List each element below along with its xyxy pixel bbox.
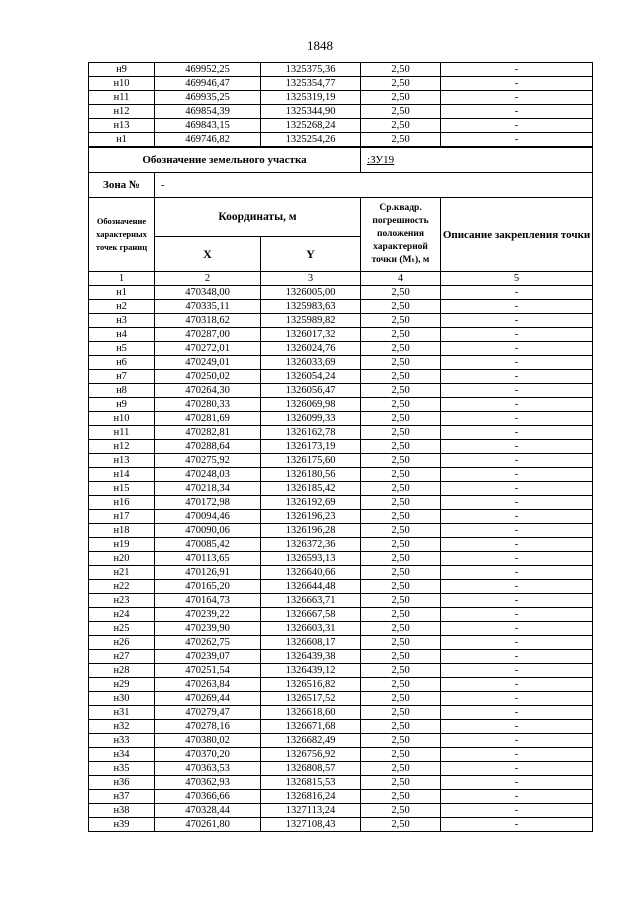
y-coordinate-cell: 1326033,69 <box>261 356 361 370</box>
point-id-cell: н9 <box>89 398 155 412</box>
error-cell: 2,50 <box>361 524 441 538</box>
description-cell: - <box>441 370 593 384</box>
table-row <box>89 552 593 566</box>
y-coordinate-cell: 1326439,38 <box>261 650 361 664</box>
x-coordinate-cell: 470279,47 <box>155 706 261 720</box>
error-cell: 2,50 <box>361 650 441 664</box>
point-id-cell: н23 <box>89 594 155 608</box>
table-row <box>89 720 593 734</box>
col-number-5: 5 <box>441 272 593 286</box>
error-cell: 2,50 <box>361 594 441 608</box>
description-cell: - <box>441 622 593 636</box>
y-coordinate-cell: 1326815,53 <box>261 776 361 790</box>
point-id-cell: н27 <box>89 650 155 664</box>
y-coordinate-cell: 1326663,71 <box>261 594 361 608</box>
table-row <box>89 608 593 622</box>
error-cell: 2,50 <box>361 328 441 342</box>
point-id-cell: н13 <box>89 119 155 133</box>
top-coordinates-table <box>88 62 593 147</box>
description-cell: - <box>441 566 593 580</box>
table-row <box>89 468 593 482</box>
y-coordinate-cell: 1326517,52 <box>261 692 361 706</box>
x-coordinate-cell: 470251,54 <box>155 664 261 678</box>
error-cell: 2,50 <box>361 440 441 454</box>
x-coordinate-cell: 470275,92 <box>155 454 261 468</box>
error-cell: 2,50 <box>361 804 441 818</box>
point-id-cell: н19 <box>89 538 155 552</box>
error-cell: 2,50 <box>361 748 441 762</box>
point-id-cell: н16 <box>89 496 155 510</box>
error-cell: 2,50 <box>361 580 441 594</box>
error-cell: 2,50 <box>361 538 441 552</box>
point-id-cell: н6 <box>89 356 155 370</box>
error-cell: 2,50 <box>361 370 441 384</box>
x-coordinate-cell: 469952,25 <box>155 63 261 77</box>
table-row <box>89 762 593 776</box>
header-y: Y <box>261 237 361 272</box>
description-cell: - <box>441 538 593 552</box>
table-row <box>89 706 593 720</box>
zone-label: Зона № <box>89 173 155 198</box>
x-coordinate-cell: 470263,84 <box>155 678 261 692</box>
table-row <box>89 538 593 552</box>
x-coordinate-cell: 470380,02 <box>155 734 261 748</box>
table-row <box>89 286 593 300</box>
zone-row <box>89 173 593 198</box>
point-id-cell: н33 <box>89 734 155 748</box>
table-row <box>89 678 593 692</box>
description-cell: - <box>441 818 593 832</box>
table-row <box>89 105 593 119</box>
description-cell: - <box>441 454 593 468</box>
point-id-cell: н10 <box>89 77 155 91</box>
error-cell: 2,50 <box>361 678 441 692</box>
description-cell: - <box>441 776 593 790</box>
table-row <box>89 650 593 664</box>
point-id-cell: н1 <box>89 133 155 147</box>
x-coordinate-cell: 470362,93 <box>155 776 261 790</box>
description-cell: - <box>441 119 593 133</box>
point-id-cell: н12 <box>89 105 155 119</box>
y-coordinate-cell: 1327113,24 <box>261 804 361 818</box>
y-coordinate-cell: 1326185,42 <box>261 482 361 496</box>
description-cell: - <box>441 286 593 300</box>
point-id-cell: н32 <box>89 720 155 734</box>
description-cell: - <box>441 412 593 426</box>
y-coordinate-cell: 1326608,17 <box>261 636 361 650</box>
description-cell: - <box>441 91 593 105</box>
x-coordinate-cell: 470287,00 <box>155 328 261 342</box>
description-cell: - <box>441 384 593 398</box>
point-id-cell: н4 <box>89 328 155 342</box>
table-row <box>89 692 593 706</box>
point-id-cell: н1 <box>89 286 155 300</box>
point-id-cell: н17 <box>89 510 155 524</box>
table-row <box>89 342 593 356</box>
table-row <box>89 300 593 314</box>
point-id-cell: н14 <box>89 468 155 482</box>
description-cell: - <box>441 300 593 314</box>
description-cell: - <box>441 328 593 342</box>
table-row <box>89 734 593 748</box>
table-row <box>89 566 593 580</box>
x-coordinate-cell: 469946,47 <box>155 77 261 91</box>
description-cell: - <box>441 105 593 119</box>
point-id-cell: н37 <box>89 790 155 804</box>
table-row <box>89 510 593 524</box>
table-row <box>89 370 593 384</box>
error-cell: 2,50 <box>361 77 441 91</box>
error-cell: 2,50 <box>361 566 441 580</box>
x-coordinate-cell: 470165,20 <box>155 580 261 594</box>
error-cell: 2,50 <box>361 468 441 482</box>
description-cell: - <box>441 496 593 510</box>
table-row <box>89 776 593 790</box>
description-cell: - <box>441 133 593 147</box>
table-row <box>89 63 593 77</box>
error-cell: 2,50 <box>361 63 441 77</box>
point-id-cell: н13 <box>89 454 155 468</box>
point-id-cell: н24 <box>89 608 155 622</box>
description-cell: - <box>441 706 593 720</box>
zone-value: - <box>155 173 593 198</box>
y-coordinate-cell: 1325989,82 <box>261 314 361 328</box>
error-cell: 2,50 <box>361 692 441 706</box>
x-coordinate-cell: 470335,11 <box>155 300 261 314</box>
description-cell: - <box>441 314 593 328</box>
y-coordinate-cell: 1326603,31 <box>261 622 361 636</box>
column-number-row <box>89 272 593 286</box>
error-cell: 2,50 <box>361 119 441 133</box>
point-id-cell: н11 <box>89 91 155 105</box>
x-coordinate-cell: 470328,44 <box>155 804 261 818</box>
table-row <box>89 119 593 133</box>
x-coordinate-cell: 470113,65 <box>155 552 261 566</box>
description-cell: - <box>441 734 593 748</box>
y-coordinate-cell: 1326196,23 <box>261 510 361 524</box>
x-coordinate-cell: 470126,91 <box>155 566 261 580</box>
parcel-value: :ЗУ19 <box>361 148 593 173</box>
header-x: X <box>155 237 261 272</box>
x-coordinate-cell: 470239,90 <box>155 622 261 636</box>
error-cell: 2,50 <box>361 412 441 426</box>
error-cell: 2,50 <box>361 552 441 566</box>
description-cell: - <box>441 552 593 566</box>
x-coordinate-cell: 470239,07 <box>155 650 261 664</box>
y-coordinate-cell: 1325254,26 <box>261 133 361 147</box>
x-coordinate-cell: 470218,34 <box>155 482 261 496</box>
point-id-cell: н9 <box>89 63 155 77</box>
table-row <box>89 356 593 370</box>
y-coordinate-cell: 1326173,19 <box>261 440 361 454</box>
table-row <box>89 426 593 440</box>
error-cell: 2,50 <box>361 636 441 650</box>
x-coordinate-cell: 470288,64 <box>155 440 261 454</box>
page-number: 1848 <box>307 38 333 53</box>
x-coordinate-cell: 470249,01 <box>155 356 261 370</box>
point-id-cell: н11 <box>89 426 155 440</box>
error-cell: 2,50 <box>361 664 441 678</box>
error-cell: 2,50 <box>361 734 441 748</box>
table-row <box>89 133 593 147</box>
description-cell: - <box>441 664 593 678</box>
point-id-cell: н25 <box>89 622 155 636</box>
parcel-label: Обозначение земельного участка <box>89 148 361 173</box>
main-table-body <box>89 286 593 832</box>
y-coordinate-cell: 1326618,60 <box>261 706 361 720</box>
point-id-cell: н8 <box>89 384 155 398</box>
table-row <box>89 77 593 91</box>
y-coordinate-cell: 1325268,24 <box>261 119 361 133</box>
point-id-cell: н39 <box>89 818 155 832</box>
description-cell: - <box>441 720 593 734</box>
point-id-cell: н30 <box>89 692 155 706</box>
table-row <box>89 398 593 412</box>
x-coordinate-cell: 470248,03 <box>155 468 261 482</box>
error-cell: 2,50 <box>361 496 441 510</box>
description-cell: - <box>441 426 593 440</box>
y-coordinate-cell: 1326644,48 <box>261 580 361 594</box>
x-coordinate-cell: 470164,73 <box>155 594 261 608</box>
point-id-cell: н18 <box>89 524 155 538</box>
description-cell: - <box>441 524 593 538</box>
point-id-cell: н35 <box>89 762 155 776</box>
point-id-cell: н10 <box>89 412 155 426</box>
point-id-cell: н28 <box>89 664 155 678</box>
error-cell: 2,50 <box>361 762 441 776</box>
point-id-cell: н36 <box>89 776 155 790</box>
error-cell: 2,50 <box>361 286 441 300</box>
y-coordinate-cell: 1326439,12 <box>261 664 361 678</box>
description-cell: - <box>441 692 593 706</box>
x-coordinate-cell: 470278,16 <box>155 720 261 734</box>
description-cell: - <box>441 678 593 692</box>
table-row <box>89 454 593 468</box>
point-id-cell: н31 <box>89 706 155 720</box>
point-id-cell: н26 <box>89 636 155 650</box>
table-row <box>89 804 593 818</box>
y-coordinate-cell: 1326372,36 <box>261 538 361 552</box>
error-cell: 2,50 <box>361 622 441 636</box>
y-coordinate-cell: 1326005,00 <box>261 286 361 300</box>
point-id-cell: н2 <box>89 300 155 314</box>
y-coordinate-cell: 1326816,24 <box>261 790 361 804</box>
description-cell: - <box>441 356 593 370</box>
x-coordinate-cell: 470239,22 <box>155 608 261 622</box>
description-cell: - <box>441 790 593 804</box>
point-id-cell: н22 <box>89 580 155 594</box>
y-coordinate-cell: 1326516,82 <box>261 678 361 692</box>
y-coordinate-cell: 1326196,28 <box>261 524 361 538</box>
header-error: Ср.квадр. погрешность положения характерной точки (Mₜ), м <box>361 198 441 272</box>
y-coordinate-cell: 1326808,57 <box>261 762 361 776</box>
error-cell: 2,50 <box>361 482 441 496</box>
description-cell: - <box>441 636 593 650</box>
error-cell: 2,50 <box>361 790 441 804</box>
header-row-1 <box>89 198 593 237</box>
error-cell: 2,50 <box>361 384 441 398</box>
error-cell: 2,50 <box>361 454 441 468</box>
description-cell: - <box>441 762 593 776</box>
y-coordinate-cell: 1325319,19 <box>261 91 361 105</box>
x-coordinate-cell: 470348,00 <box>155 286 261 300</box>
description-cell: - <box>441 650 593 664</box>
point-id-cell: н5 <box>89 342 155 356</box>
y-coordinate-cell: 1326756,92 <box>261 748 361 762</box>
x-coordinate-cell: 469746,82 <box>155 133 261 147</box>
table-row <box>89 790 593 804</box>
y-coordinate-cell: 1326054,24 <box>261 370 361 384</box>
col-number-2: 2 <box>155 272 261 286</box>
x-coordinate-cell: 469935,25 <box>155 91 261 105</box>
error-cell: 2,50 <box>361 342 441 356</box>
description-cell: - <box>441 482 593 496</box>
description-cell: - <box>441 804 593 818</box>
description-cell: - <box>441 510 593 524</box>
col-number-1: 1 <box>89 272 155 286</box>
y-coordinate-cell: 1325344,90 <box>261 105 361 119</box>
y-coordinate-cell: 1327108,43 <box>261 818 361 832</box>
y-coordinate-cell: 1326192,69 <box>261 496 361 510</box>
point-id-cell: н20 <box>89 552 155 566</box>
error-cell: 2,50 <box>361 776 441 790</box>
description-cell: - <box>441 398 593 412</box>
x-coordinate-cell: 469854,39 <box>155 105 261 119</box>
top-table-body <box>89 63 593 147</box>
x-coordinate-cell: 469843,15 <box>155 119 261 133</box>
description-cell: - <box>441 63 593 77</box>
x-coordinate-cell: 470366,66 <box>155 790 261 804</box>
y-coordinate-cell: 1326180,56 <box>261 468 361 482</box>
x-coordinate-cell: 470172,98 <box>155 496 261 510</box>
error-cell: 2,50 <box>361 510 441 524</box>
y-coordinate-cell: 1326017,32 <box>261 328 361 342</box>
error-cell: 2,50 <box>361 356 441 370</box>
table-row <box>89 328 593 342</box>
description-cell: - <box>441 440 593 454</box>
error-cell: 2,50 <box>361 818 441 832</box>
x-coordinate-cell: 470370,20 <box>155 748 261 762</box>
error-cell: 2,50 <box>361 706 441 720</box>
point-id-cell: н3 <box>89 314 155 328</box>
description-cell: - <box>441 748 593 762</box>
col-number-3: 3 <box>261 272 361 286</box>
parcel-row <box>89 148 593 173</box>
header-description: Описание закрепления точки <box>441 198 593 272</box>
description-cell: - <box>441 342 593 356</box>
table-row <box>89 384 593 398</box>
error-cell: 2,50 <box>361 133 441 147</box>
description-cell: - <box>441 77 593 91</box>
header-point-label: Обозначение характерных точек границ <box>89 198 155 272</box>
x-coordinate-cell: 470269,44 <box>155 692 261 706</box>
description-cell: - <box>441 580 593 594</box>
x-coordinate-cell: 470272,01 <box>155 342 261 356</box>
y-coordinate-cell: 1326056,47 <box>261 384 361 398</box>
table-row <box>89 664 593 678</box>
point-id-cell: н21 <box>89 566 155 580</box>
table-row <box>89 818 593 832</box>
main-coordinates-table <box>88 147 593 832</box>
point-id-cell: н7 <box>89 370 155 384</box>
error-cell: 2,50 <box>361 91 441 105</box>
y-coordinate-cell: 1326593,13 <box>261 552 361 566</box>
x-coordinate-cell: 470262,75 <box>155 636 261 650</box>
y-coordinate-cell: 1326099,33 <box>261 412 361 426</box>
y-coordinate-cell: 1326682,49 <box>261 734 361 748</box>
y-coordinate-cell: 1326069,98 <box>261 398 361 412</box>
x-coordinate-cell: 470094,46 <box>155 510 261 524</box>
error-cell: 2,50 <box>361 398 441 412</box>
x-coordinate-cell: 470264,30 <box>155 384 261 398</box>
error-cell: 2,50 <box>361 105 441 119</box>
table-row <box>89 622 593 636</box>
y-coordinate-cell: 1325354,77 <box>261 77 361 91</box>
table-row <box>89 580 593 594</box>
y-coordinate-cell: 1325375,36 <box>261 63 361 77</box>
y-coordinate-cell: 1325983,63 <box>261 300 361 314</box>
x-coordinate-cell: 470318,62 <box>155 314 261 328</box>
x-coordinate-cell: 470281,69 <box>155 412 261 426</box>
y-coordinate-cell: 1326162,78 <box>261 426 361 440</box>
y-coordinate-cell: 1326671,68 <box>261 720 361 734</box>
point-id-cell: н12 <box>89 440 155 454</box>
x-coordinate-cell: 470261,80 <box>155 818 261 832</box>
error-cell: 2,50 <box>361 608 441 622</box>
description-cell: - <box>441 608 593 622</box>
description-cell: - <box>441 594 593 608</box>
x-coordinate-cell: 470363,53 <box>155 762 261 776</box>
header-coordinates: Координаты, м <box>155 198 361 237</box>
table-row <box>89 412 593 426</box>
table-row <box>89 314 593 328</box>
description-cell: - <box>441 468 593 482</box>
table-row <box>89 440 593 454</box>
x-coordinate-cell: 470085,42 <box>155 538 261 552</box>
table-row <box>89 748 593 762</box>
table-row <box>89 91 593 105</box>
error-cell: 2,50 <box>361 314 441 328</box>
x-coordinate-cell: 470282,81 <box>155 426 261 440</box>
point-id-cell: н34 <box>89 748 155 762</box>
x-coordinate-cell: 470250,02 <box>155 370 261 384</box>
col-number-4: 4 <box>361 272 441 286</box>
table-row <box>89 594 593 608</box>
y-coordinate-cell: 1326640,66 <box>261 566 361 580</box>
point-id-cell: н29 <box>89 678 155 692</box>
table-row <box>89 496 593 510</box>
x-coordinate-cell: 470280,33 <box>155 398 261 412</box>
y-coordinate-cell: 1326175,60 <box>261 454 361 468</box>
point-id-cell: н15 <box>89 482 155 496</box>
x-coordinate-cell: 470090,06 <box>155 524 261 538</box>
error-cell: 2,50 <box>361 300 441 314</box>
y-coordinate-cell: 1326024,76 <box>261 342 361 356</box>
table-row <box>89 524 593 538</box>
table-row <box>89 636 593 650</box>
y-coordinate-cell: 1326667,58 <box>261 608 361 622</box>
error-cell: 2,50 <box>361 426 441 440</box>
table-row <box>89 482 593 496</box>
point-id-cell: н38 <box>89 804 155 818</box>
error-cell: 2,50 <box>361 720 441 734</box>
